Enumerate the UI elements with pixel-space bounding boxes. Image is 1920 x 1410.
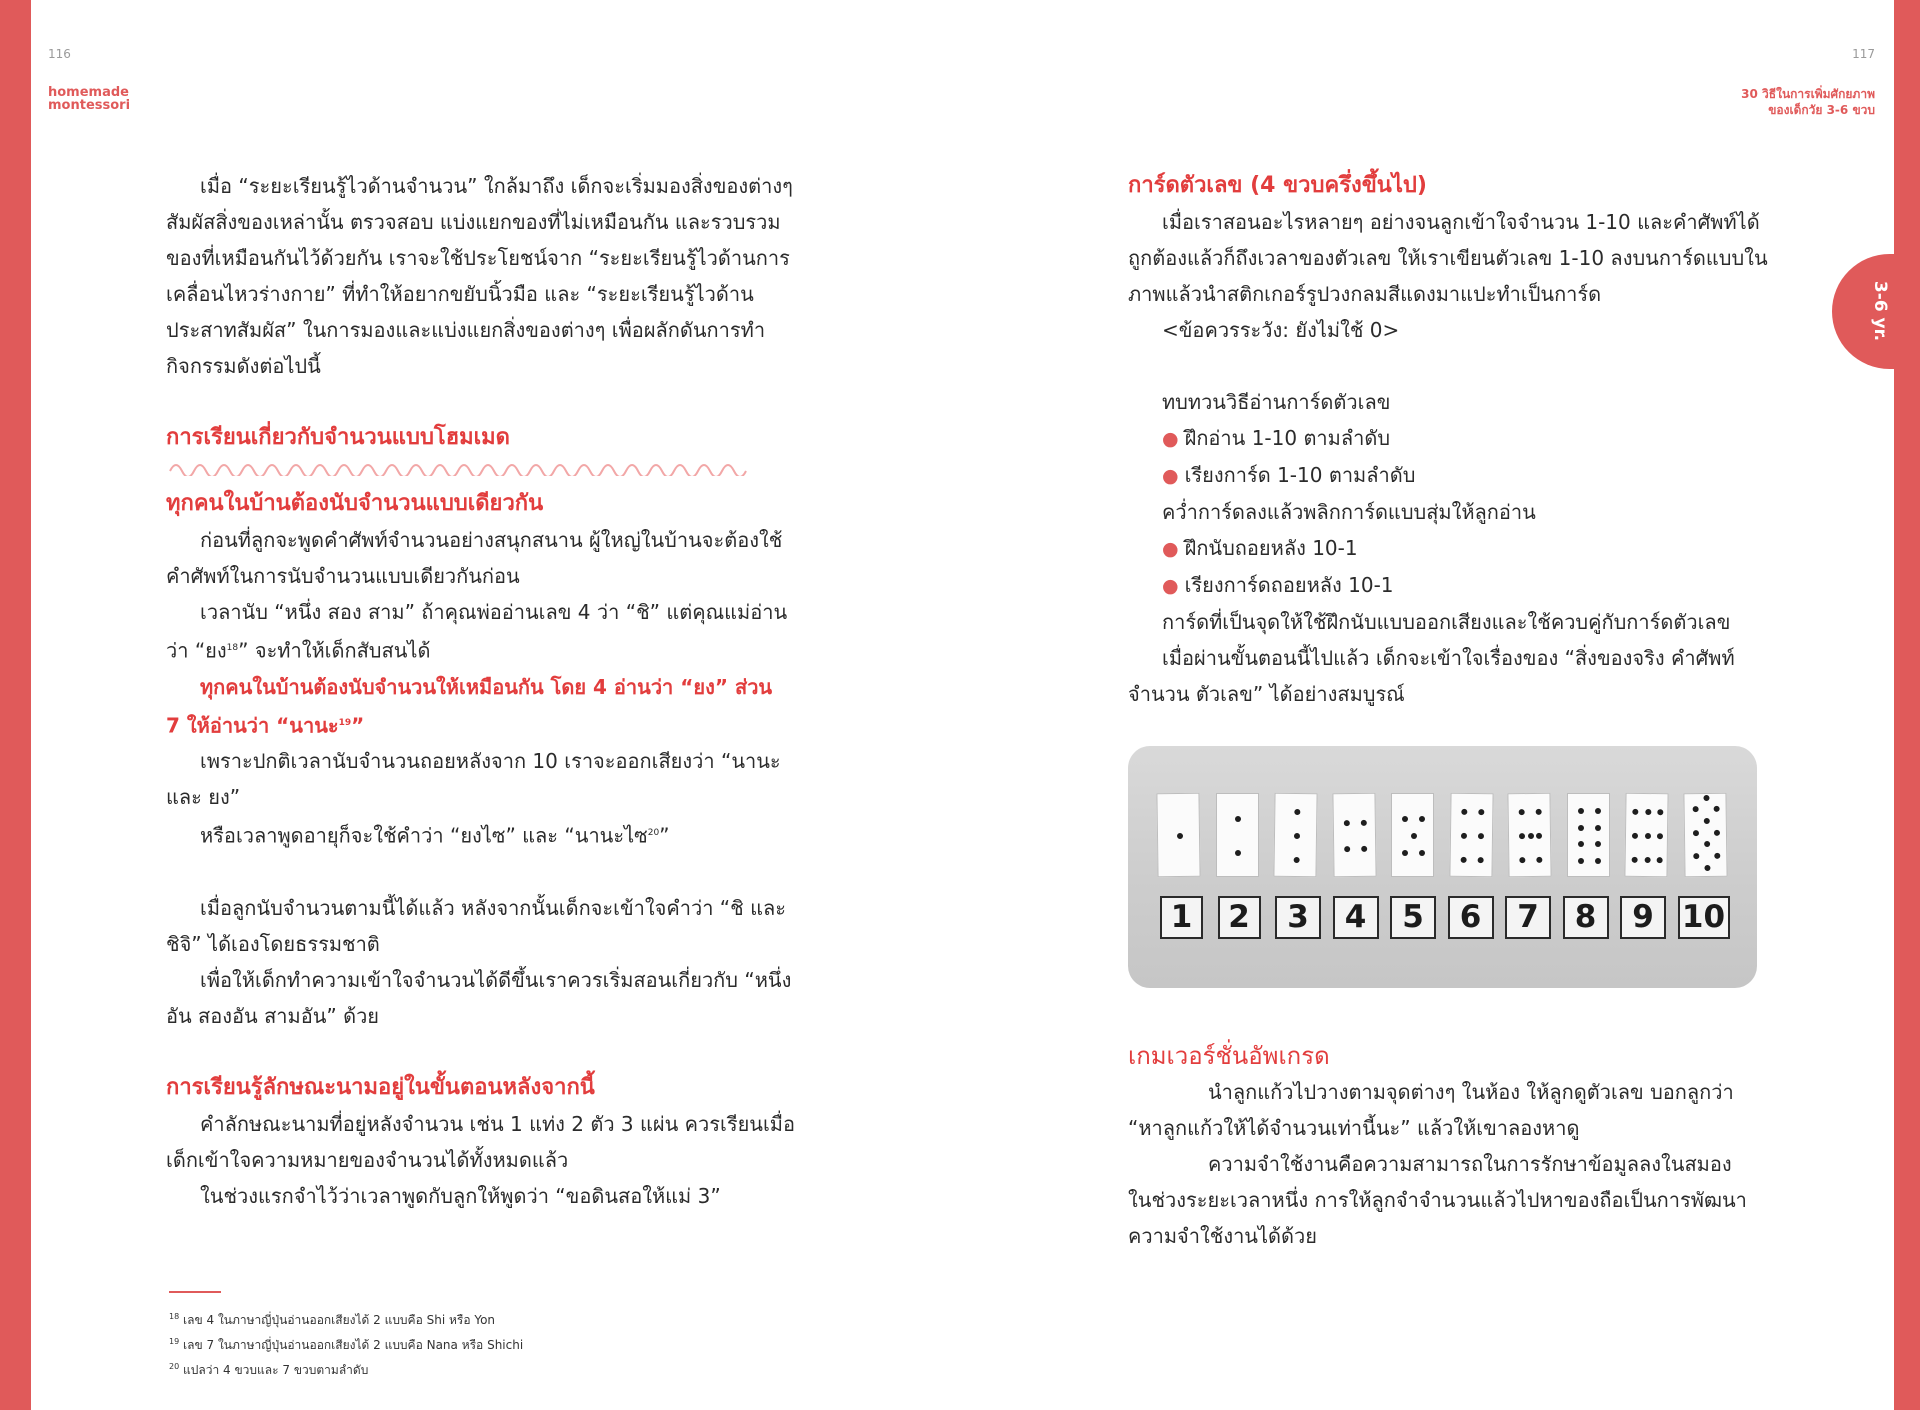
- emphasis-line: ทุกคนในบ้านต้องนับจำนวนให้เหมือนกัน โดย 4 อ่านว่า “ยง” ส่วน: [200, 674, 773, 699]
- card-dot: [1477, 857, 1483, 863]
- card-dot: [1595, 808, 1601, 814]
- card-dot: [1703, 818, 1709, 824]
- section-heading-upgraded-game: เกมเวอร์ชั่นอัพเกรด: [1128, 1042, 1330, 1070]
- age-side-tab: [1832, 254, 1920, 369]
- intro-line: ของที่เหมือนกันไว้ด้วยกัน เราจะใช้ประโยชน์จาก “ระยะเรียนรู้ไวด้านการ: [166, 246, 790, 270]
- paragraph-line: ถูกต้องแล้วก็ถึงเวลาของตัวเลข ให้เราเขียนตัวเลข 1-10 ลงบนการ์ดแบบใน: [1128, 246, 1768, 270]
- footnote-ref-18: 18: [226, 643, 239, 653]
- card-dot: [1235, 816, 1241, 822]
- paragraph-line: ความจำใช้งานได้ด้วย: [1128, 1224, 1317, 1248]
- intro-line: เมื่อ “ระยะเรียนรู้ไวด้านจำนวน” ใกล้มาถึง เด็กจะเริ่มมองสิ่งของต่างๆ: [200, 174, 793, 198]
- card-dot: [1645, 856, 1651, 862]
- red-dot-icon: ●: [1162, 465, 1179, 487]
- footnote-ref-20: 20: [647, 828, 660, 839]
- card-dot: [1633, 856, 1639, 862]
- caution-note: <ข้อควรระวัง: ยังไม่ใช้ 0>: [1162, 318, 1400, 342]
- right-page-lower-body: [1128, 1038, 1768, 1254]
- number-tile: 7: [1505, 896, 1551, 939]
- card-dot: [1633, 833, 1639, 839]
- footnote-ref-19: 19: [338, 717, 352, 728]
- decorative-squiggle: [166, 460, 758, 476]
- card-dot: [1361, 845, 1367, 851]
- paragraph-line: เวลานับ “หนึ่ง สอง สาม” ถ้าคุณพ่ออ่านเลข 4 ว่า “ชิ” แต่คุณแม่อ่าน: [200, 600, 788, 624]
- running-head-line-1: 30 วิธีในการเพิ่มศักยภาพ: [1741, 87, 1875, 101]
- card-dot: [1595, 858, 1601, 864]
- red-dot-icon: ●: [1162, 575, 1179, 597]
- card-dot: [1536, 833, 1542, 839]
- card-dot: [1402, 850, 1408, 856]
- paragraph-line: และ ยง”: [166, 785, 241, 810]
- card-dot: [1419, 816, 1425, 822]
- left-page-number: 116: [48, 47, 71, 61]
- paragraph-line: ก่อนที่ลูกจะพูดคำศัพท์จำนวนอย่างสนุกสนาน ผู้ใหญ่ในบ้านจะต้องใช้: [200, 528, 783, 552]
- card-dot: [1714, 806, 1720, 812]
- paragraph-line: ความจำใช้งานคือความสามารถในการรักษาข้อมูลลงในสมอง: [1208, 1152, 1732, 1176]
- paragraph-line: การ์ดที่เป็นจุดให้ใช้ฝึกนับแบบออกเสียงและใช้ควบคู่กับการ์ดตัวเลข: [1162, 610, 1731, 634]
- number-tile: 8: [1563, 896, 1609, 939]
- card-dot: [1578, 825, 1584, 831]
- dot-card: [1683, 793, 1727, 878]
- brand-line-1: homemade: [48, 85, 129, 100]
- left-page-body: [166, 168, 806, 1214]
- card-dot: [1578, 808, 1584, 814]
- number-cards-photo: [1128, 746, 1757, 988]
- dot-card: [1156, 793, 1200, 878]
- card-dot: [1519, 833, 1525, 839]
- bullet-item: ● ฝึกนับถอยหลัง 10-1: [1162, 536, 1358, 560]
- number-tile: 3: [1275, 896, 1321, 939]
- paragraph-line: อัน สองอัน สามอัน” ด้วย: [166, 1003, 380, 1028]
- card-dot: [1692, 806, 1698, 812]
- card-dot: [1693, 830, 1699, 836]
- card-dot: [1536, 809, 1542, 815]
- card-dot: [1595, 841, 1601, 847]
- right-page-body: [1128, 168, 1768, 712]
- right-edge-band: [1894, 0, 1920, 1410]
- card-dot: [1645, 833, 1651, 839]
- card-dot: [1293, 856, 1299, 862]
- card-dot: [1578, 841, 1584, 847]
- number-tile: 10: [1678, 896, 1730, 939]
- intro-line: กิจกรรมดังต่อไปนี้: [166, 354, 321, 378]
- card-dot: [1657, 810, 1663, 816]
- card-dot: [1704, 865, 1710, 871]
- card-dot: [1528, 833, 1534, 839]
- number-tiles-row: [1156, 896, 1731, 942]
- paragraph-line: ว่า “ยง$^{18}$” จะทำให้เด็กสับสนได้: [166, 638, 431, 663]
- emphasis-line: 7 ให้อ่านว่า “นานะ$^{19}$”: [166, 713, 365, 738]
- paragraph-line: คำลักษณะนามที่อยู่หลังจำนวน เช่น 1 แท่ง 2 ตัว 3 แผ่น ควรเรียนเมื่อ: [200, 1111, 795, 1136]
- paragraph-line: เมื่อลูกนับจำนวนตามนี้ได้แล้ว หลังจากนั้นเด็กจะเข้าใจคำว่า “ชิ และ: [200, 895, 786, 920]
- paragraph-line: เมื่อเราสอนอะไรหลายๆ อย่างจนลูกเข้าใจจำนวน 1-10 และคำศัพท์ได้: [1162, 210, 1760, 234]
- paragraph-line: นำลูกแก้วไปวางตามจุดต่างๆ ในห้อง ให้ลูกดูตัวเลข บอกลูกว่า: [1208, 1080, 1734, 1104]
- number-tile: 4: [1333, 896, 1379, 939]
- dot-card: [1391, 793, 1434, 877]
- paragraph-line: หรือเวลาพูดอายุก็จะใช้คำว่า “ยงไซ” และ “นานะไซ$^{20}$”: [200, 823, 670, 848]
- running-head: [1741, 86, 1875, 118]
- paragraph-line: ชิจิ” ได้เองโดยธรรมชาติ: [166, 931, 380, 956]
- card-dot: [1704, 841, 1710, 847]
- card-dot: [1657, 857, 1663, 863]
- card-dot: [1714, 829, 1720, 835]
- bullet-item: ● เรียงการ์ด 1-10 ตามลำดับ: [1162, 463, 1416, 487]
- age-side-tab-label: 3-6 yr.: [1870, 280, 1890, 342]
- brand-logo: [48, 86, 130, 112]
- card-dot: [1294, 833, 1300, 839]
- card-dot: [1176, 833, 1182, 839]
- intro-line: ประสาทสัมผัส” ในการมองและแบ่งแยกสิ่งของต่างๆ เพื่อผลักดันการทำ: [166, 318, 766, 342]
- footnote: $^{19}$ เลข 7 ในภาษาญี่ปุ่นอ่านออกเสียงได้ 2 แบบคือ Nana หรือ Shichi: [169, 1337, 524, 1352]
- card-dot: [1537, 856, 1543, 862]
- section-heading-count-same: ทุกคนในบ้านต้องนับจำนวนแบบเดียวกัน: [166, 491, 544, 516]
- card-dot: [1478, 810, 1484, 816]
- dot-card: [1332, 793, 1376, 878]
- red-dot-icon: ●: [1162, 538, 1179, 560]
- card-dot: [1703, 795, 1709, 801]
- dot-card: [1216, 793, 1259, 877]
- card-dot: [1294, 809, 1300, 815]
- running-head-line-2: ของเด็กวัย 3-6 ขวบ: [1768, 103, 1875, 117]
- card-dot: [1715, 853, 1721, 859]
- number-tile: 5: [1390, 896, 1436, 939]
- brand-line-2: montessori: [48, 98, 131, 113]
- number-tile: 6: [1448, 896, 1494, 939]
- review-title: ทบทวนวิธีอ่านการ์ดตัวเลข: [1162, 390, 1391, 414]
- card-dot: [1519, 810, 1525, 816]
- footnotes: [169, 1306, 523, 1381]
- paragraph-line: เพื่อให้เด็กทำความเข้าใจจำนวนได้ดีขึ้นเราควรเริ่มสอนเกี่ยวกับ “หนึ่ง: [200, 967, 792, 992]
- paragraph-line: เพราะปกติเวลานับจำนวนถอยหลังจาก 10 เราจะออกเสียงว่า “นานะ: [200, 749, 781, 774]
- card-dot: [1402, 816, 1408, 822]
- footnote: $^{20}$ แปลว่า 4 ขวบและ 7 ขวบตามลำดับ: [169, 1362, 369, 1377]
- left-edge-band: [0, 0, 31, 1410]
- card-dot: [1595, 825, 1601, 831]
- intro-line: สัมผัสสิ่งของเหล่านั้น ตรวจสอบ แบ่งแยกของที่ไม่เหมือนกัน และรวบรวม: [166, 210, 781, 234]
- card-dot: [1343, 820, 1349, 826]
- card-dot: [1411, 833, 1417, 839]
- card-dot: [1633, 809, 1639, 815]
- section-heading-number-cards: การ์ดตัวเลข (4 ขวบครึ่งขึ้นไป): [1128, 173, 1427, 198]
- number-tile: 9: [1620, 896, 1666, 939]
- dot-cards-row: [1157, 793, 1727, 879]
- card-dot: [1419, 850, 1425, 856]
- card-dot: [1693, 853, 1699, 859]
- paragraph-line: ภาพแล้วนำสติกเกอร์รูปวงกลมสีแดงมาแปะทำเป็นการ์ด: [1128, 282, 1602, 306]
- card-dot: [1657, 833, 1663, 839]
- paragraph-line: เด็กเข้าใจความหมายของจำนวนได้ทั้งหมดแล้ว: [166, 1147, 569, 1172]
- dot-card: [1625, 793, 1669, 878]
- footnote-rule: [169, 1291, 221, 1293]
- paragraph-line: เมื่อผ่านขั้นตอนนี้ไปแล้ว เด็กจะเข้าใจเรื่องของ “สิ่งของจริง คำศัพท์: [1162, 646, 1735, 670]
- card-dot: [1460, 856, 1466, 862]
- dot-card: [1508, 793, 1552, 878]
- red-dot-icon: ●: [1162, 428, 1179, 450]
- number-tile: 2: [1218, 896, 1261, 939]
- bullet-item: ● ฝึกอ่าน 1-10 ตามลำดับ: [1162, 426, 1391, 450]
- card-dot: [1478, 833, 1484, 839]
- card-dot: [1645, 809, 1651, 815]
- section-heading-homemade: การเรียนเกี่ยวกับจำนวนแบบโฮมเมด: [166, 425, 510, 450]
- footnote: $^{18}$ เลข 4 ในภาษาญี่ปุ่นอ่านออกเสียงได้ 2 แบบคือ Shi หรือ Yon: [169, 1312, 496, 1327]
- card-dot: [1361, 820, 1367, 826]
- bullet-item: ● เรียงการ์ดถอยหลัง 10-1: [1162, 573, 1394, 597]
- card-dot: [1461, 833, 1467, 839]
- dot-card: [1567, 793, 1610, 877]
- section-heading-classifiers: การเรียนรู้ลักษณะนามอยู่ในขั้นตอนหลังจากนี้: [166, 1074, 595, 1100]
- number-tile: 1: [1160, 896, 1203, 939]
- card-dot: [1344, 846, 1350, 852]
- paragraph-line: “หาลูกแก้วให้ได้จำนวนเท่านี้นะ” แล้วให้เขาลองหาดู: [1128, 1116, 1580, 1140]
- dot-card: [1274, 793, 1318, 878]
- paragraph-line: คำศัพท์ในการนับจำนวนแบบเดียวกันก่อน: [166, 564, 520, 588]
- card-dot: [1578, 858, 1584, 864]
- paragraph-line: คว่ำการ์ดลงแล้วพลิกการ์ดแบบสุ่มให้ลูกอ่าน: [1162, 500, 1536, 524]
- dot-card: [1449, 793, 1493, 878]
- paragraph-line: ในช่วงแรกจำไว้ว่าเวลาพูดกับลูกให้พูดว่า “ขอดินสอให้แม่ 3”: [200, 1183, 721, 1208]
- right-page-number: 117: [1852, 47, 1875, 61]
- card-dot: [1461, 809, 1467, 815]
- card-dot: [1235, 850, 1241, 856]
- card-dot: [1520, 857, 1526, 863]
- paragraph-line: จำนวน ตัวเลข” ได้อย่างสมบูรณ์: [1128, 682, 1405, 706]
- intro-line: เคลื่อนไหวร่างกาย” ที่ทำให้อยากขยับนิ้วมือ และ “ระยะเรียนรู้ไวด้าน: [166, 282, 754, 306]
- paragraph-line: ในช่วงระยะเวลาหนึ่ง การให้ลูกจำจำนวนแล้วไปหาของถือเป็นการพัฒนา: [1128, 1188, 1747, 1212]
